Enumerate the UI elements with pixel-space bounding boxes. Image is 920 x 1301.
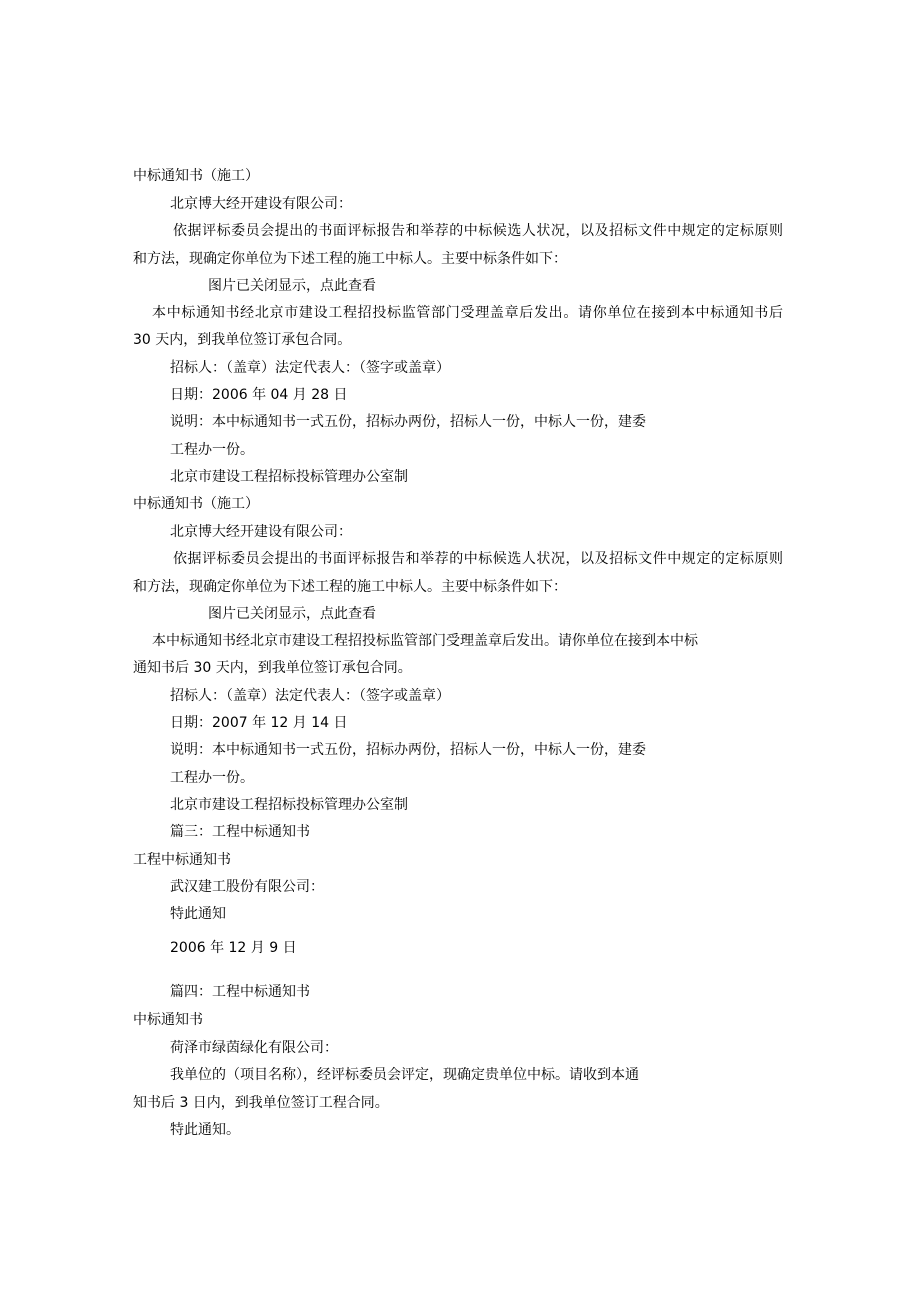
image-placeholder-link[interactable]: 图片已关闭显示，点此查看	[208, 278, 376, 294]
body-paragraph: 依据评标委员会提出的书面评标报告和举荐的中标候选人状况，以及招标文件中规定的定标原则	[173, 223, 783, 239]
issuer-line: 北京市建设工程招标投标管理办公室制	[170, 469, 408, 485]
closing-line: 特此通知。	[170, 1122, 240, 1138]
body-paragraph-cont: 通知书后 30 天内，到我单位签订承包合同。	[133, 660, 412, 676]
notice-title: 中标通知书（施工）	[133, 496, 259, 512]
body-paragraph: 依据评标委员会提出的书面评标报告和举荐的中标候选人状况，以及招标文件中规定的定标原则	[173, 551, 783, 567]
note-line: 说明：本中标通知书一式五份，招标办两份，招标人一份，中标人一份，建委	[170, 742, 646, 758]
signature-line: 招标人：（盖章）法定代表人：（签字或盖章）	[170, 360, 450, 376]
body-paragraph-cont: 知书后 3 日内，到我单位签订工程合同。	[133, 1095, 389, 1111]
date-line: 2006 年 12 月 9 日	[170, 940, 297, 956]
note-line-cont: 工程办一份。	[170, 770, 254, 786]
image-placeholder-link[interactable]: 图片已关闭显示，点此查看	[208, 606, 376, 622]
signature-line: 招标人：（盖章）法定代表人：（签字或盖章）	[170, 688, 450, 704]
body-paragraph: 本中标通知书经北京市建设工程招投标监管部门受理盖章后发出。请你单位在接到本中标	[152, 633, 698, 649]
recipient-line: 武汉建工股份有限公司：	[170, 879, 324, 895]
note-line: 说明：本中标通知书一式五份，招标办两份，招标人一份，中标人一份，建委	[170, 414, 646, 430]
body-paragraph-cont: 30 天内，到我单位签订承包合同。	[133, 332, 352, 348]
body-paragraph: 本中标通知书经北京市建设工程招投标监管部门受理盖章后发出。请你单位在接到本中标通知书后	[152, 305, 783, 321]
date-line: 日期：2007 年 12 月 14 日	[170, 715, 348, 731]
body-paragraph-cont: 和方法，现确定你单位为下述工程的施工中标人。主要中标条件如下：	[133, 251, 567, 267]
recipient-line: 北京博大经开建设有限公司：	[170, 524, 352, 540]
recipient-line: 荷泽市绿茵绿化有限公司：	[170, 1040, 338, 1056]
section-heading: 篇三：工程中标通知书	[170, 824, 310, 840]
body-paragraph: 我单位的（项目名称），经评标委员会评定，现确定贵单位中标。请收到本通	[170, 1067, 639, 1083]
notice-title: 工程中标通知书	[133, 852, 231, 868]
recipient-line: 北京博大经开建设有限公司：	[170, 196, 352, 212]
date-line: 日期：2006 年 04 月 28 日	[170, 387, 348, 403]
body-paragraph-cont: 和方法，现确定你单位为下述工程的施工中标人。主要中标条件如下：	[133, 579, 567, 595]
closing-line: 特此通知	[170, 906, 226, 922]
notice-title: 中标通知书（施工）	[133, 168, 259, 184]
issuer-line: 北京市建设工程招标投标管理办公室制	[170, 797, 408, 813]
note-line-cont: 工程办一份。	[170, 442, 254, 458]
section-heading: 篇四：工程中标通知书	[170, 984, 310, 1000]
notice-title: 中标通知书	[133, 1012, 203, 1028]
